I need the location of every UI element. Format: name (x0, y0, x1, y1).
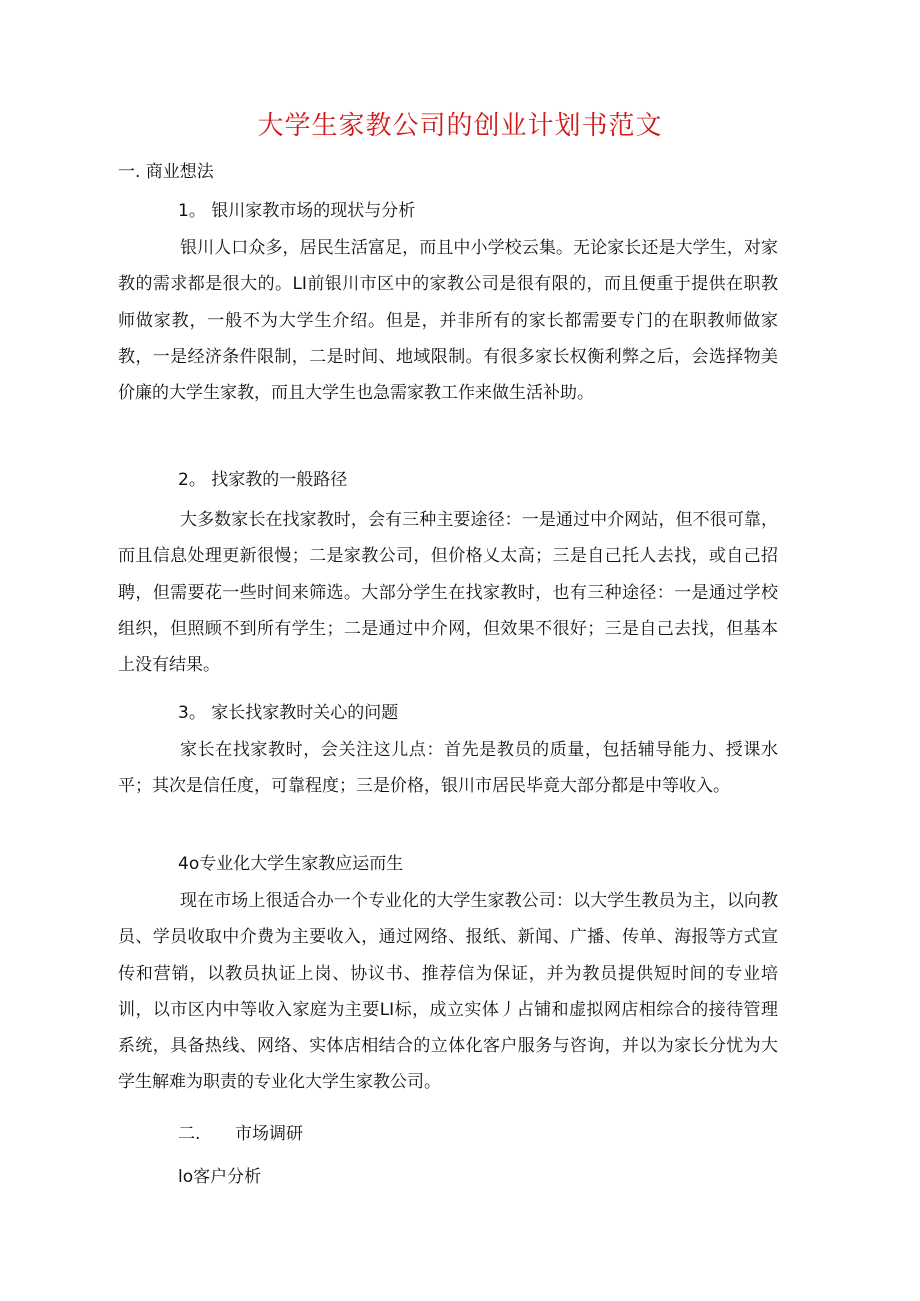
paragraph-1: 银川人口众多，居民生活富足，而且中小学校云集。无论家长还是大学生，对家教的需求都是很大的。LI前银川市区中的家教公司是很有限的，而且便重于提供在职教师做家教，一般不为大学生介绍。但是，并非所有的家长都需要专门的在职教师做家教，一是经济条件限制，二是时间、地域限制。有很多家长权衡利弊之后，会选择物美价廉的大学生家教，而且大学生也急需家教工作来做生活补助。 (118, 238, 778, 404)
paragraph-2: 大多数家长在找家教时，会有三种主要途径：一是通过中介网站，但不很可靠，而且信息处理更新很慢；二是家教公司，但价格乂太高；三是自己托人去找，或自己招聘，但需要花一些时间来筛选。大部分学生在找家教时，也有三种途径：一是通过学校组织，但照顾不到所有学生；二是通过中介网，但效果不很好；三是自己去找，但基本上没有结果。 (118, 510, 778, 676)
item-heading-3: 3。 家长找家教时关心的问题 (178, 703, 399, 723)
section-heading-business-idea: 一. 商业想法 (118, 162, 214, 182)
document-title: 大学生家教公司的创业计划书范文 (257, 111, 663, 141)
item-heading-4: 4o专业化大学生家教应运而生 (178, 854, 404, 874)
item-heading-2: 2。 找家教的一般路径 (178, 470, 348, 490)
item-heading-1: 1。 银川家教市场的现状与分析 (178, 201, 416, 221)
section-2-title: 市场调研 (235, 1124, 303, 1144)
paragraph-4: 现在市场上很适合办一个专业化的大学生家教公司：以大学生教员为主，以向教员、学员收取中介费为主要收入，通过网络、报纸、新闻、广播、传单、海报等方式宣传和营销，以教员执证上岗、协议书、推荐信为保证，并为教员提供短时间的专业培训，以市区内中等收入家庭为主要LI标，成立实体丿占铺和虚拟网店相综合的接待管理系统，具备热线、网络、实体店相结合的立体化客户服务与咨询，并以为家长分忧为大学生解难为职责的专业化大学生家教公司。 (118, 891, 778, 1093)
paragraph-3: 家长在找家教时，会关注这儿点：首先是教员的质量，包括辅导能力、授课水平；其次是信任度，可靠程度；三是价格，银川市居民毕竟大部分都是中等收入。 (118, 740, 778, 797)
sub-heading-customer-analysis: lo客户分析 (178, 1167, 262, 1187)
section-2-number: 二. (178, 1124, 201, 1144)
